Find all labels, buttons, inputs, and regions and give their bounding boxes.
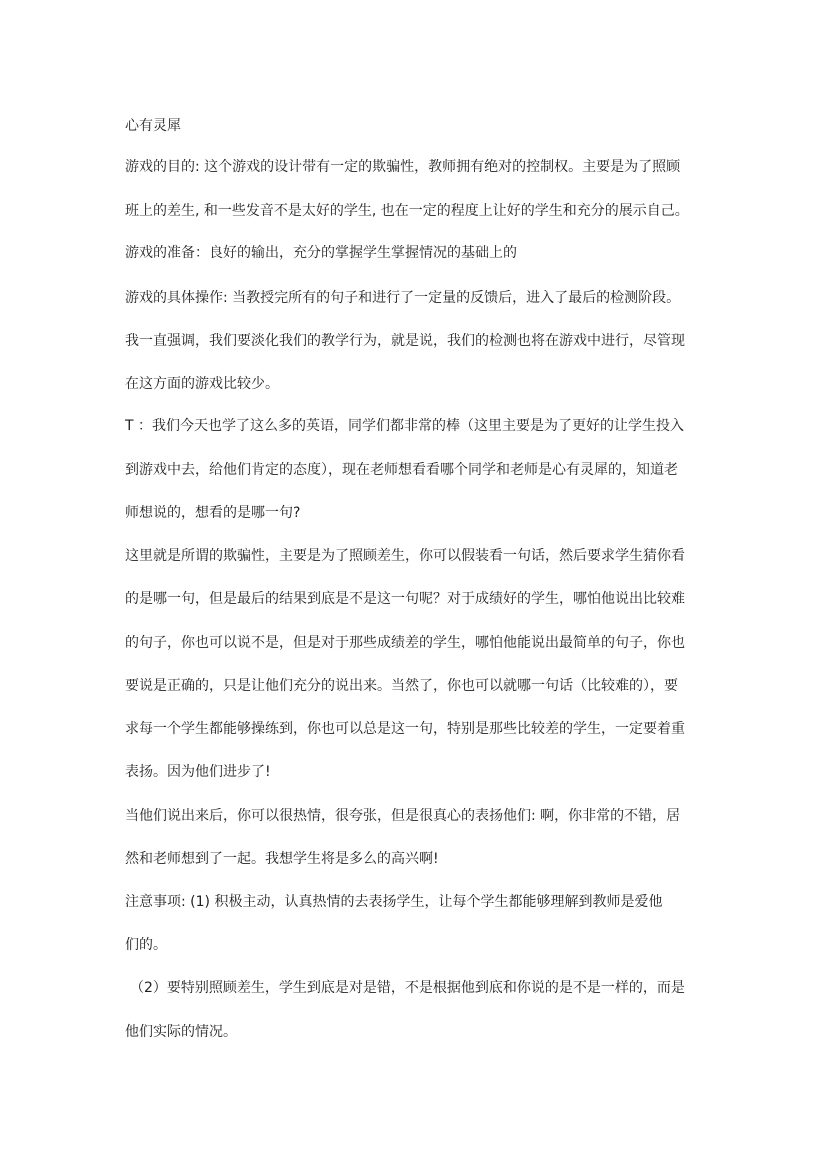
paragraph-line: 师想说的，想看的是哪一句?	[125, 505, 301, 521]
paragraph-line: 这里就是所谓的欺骗性，主要是为了照顾差生，你可以假装看一句话，然后要求学生猜你看	[125, 548, 685, 564]
paragraph-line: 游戏的准备：良好的输出，充分的掌握学生掌握情况的基础上的	[125, 245, 517, 261]
paragraph-line: 班上的差生, 和一些发音不是太好的学生, 也在一定的程度上让好的学生和充分的展示自己。	[125, 203, 689, 219]
paragraph-line: 当他们说出来后，你可以很热情，很夸张，但是很真心的表扬他们: 啊，你非常的不错，居	[125, 808, 681, 824]
paragraph-line: 的是哪一句，但是最后的结果到底是不是这一句呢？对于成绩好的学生，哪怕他说出比较难	[125, 591, 685, 607]
paragraph-line: 然和老师想到了一起。我想学生将是多么的高兴啊!	[125, 851, 439, 867]
paragraph-line: （2）要特别照顾差生，学生到底是对是错，不是根据他到底和你说的是不是一样的，而是	[130, 980, 685, 996]
paragraph-line: 的句子，你也可以说不是，但是对于那些成绩差的学生，哪怕他能说出最简单的句子，你也	[125, 635, 685, 651]
paragraph-line: 注意事项: (1) 积极主动，认真热情的去表扬学生，让每个学生都能够理解到教师是爱他	[125, 894, 663, 910]
paragraph-line: T ：我们今天也学了这么多的英语，同学们都非常的棒（这里主要是为了更好的让学生投入	[125, 418, 684, 434]
paragraph-line: 到游戏中去，给他们肯定的态度），现在老师想看看哪个同学和老师是心有灵犀的，知道老	[125, 462, 678, 478]
paragraph-line: 们的。	[125, 937, 167, 953]
document-title: 心有灵犀	[125, 118, 181, 134]
paragraph-line: 在这方面的游戏比较少。	[125, 376, 279, 392]
paragraph-line: 我一直强调，我们要淡化我们的教学行为，就是说，我们的检测也将在游戏中进行，尽管现	[125, 333, 685, 349]
paragraph-line: 表扬。因为他们进步了!	[125, 764, 271, 780]
paragraph-line: 求每一个学生都能够操练到，你也可以总是这一句，特别是那些比较差的学生，一定要着重	[125, 721, 685, 737]
paragraph-line: 游戏的具体操作: 当教授完所有的句子和进行了一定量的反馈后，进入了最后的检测阶段。	[125, 290, 681, 306]
paragraph-line: 他们实际的情况。	[125, 1024, 237, 1040]
paragraph-line: 要说是正确的，只是让他们充分的说出来。当然了，你也可以就哪一句话（比较难的），要	[125, 678, 678, 694]
paragraph-line: 游戏的目的: 这个游戏的设计带有一定的欺骗性，教师拥有绝对的控制权。主要是为了照顾	[125, 159, 681, 175]
